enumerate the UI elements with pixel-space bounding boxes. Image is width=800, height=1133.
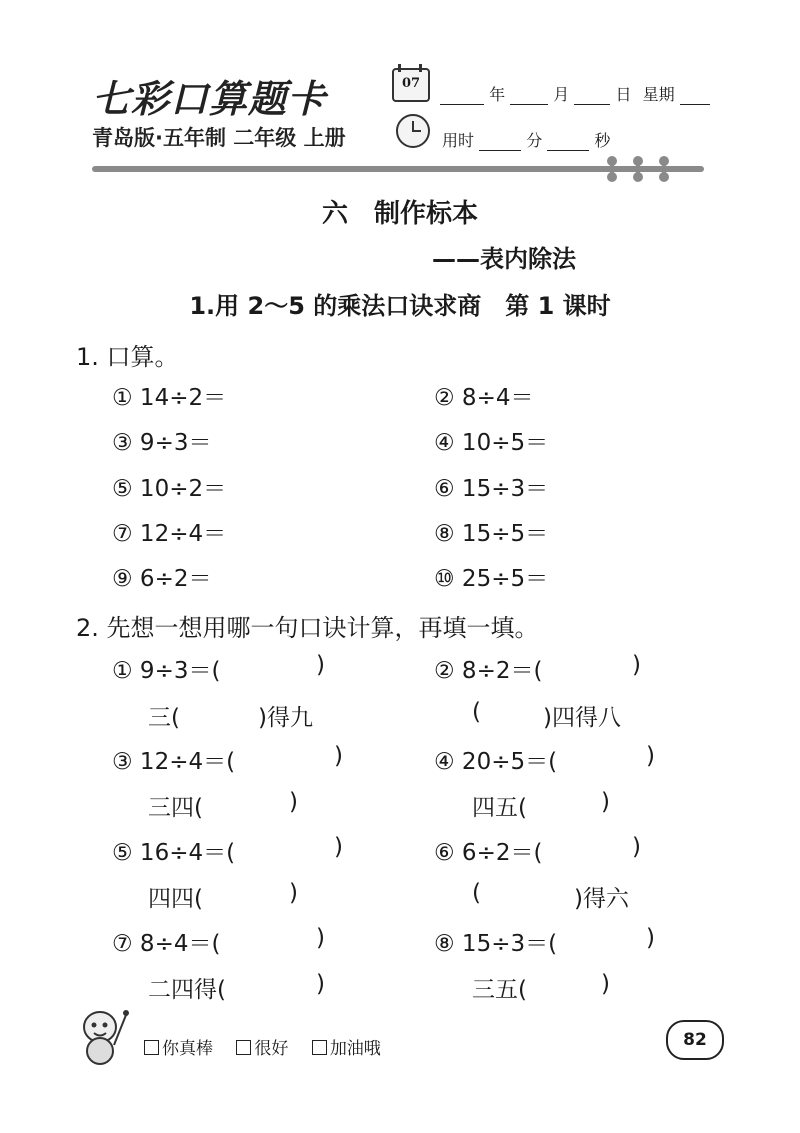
q2-rhyme-open: ( [472, 880, 481, 906]
q2-rhyme-close: ) [601, 971, 610, 997]
q2-rhyme-open: 二四得( [148, 977, 226, 1003]
eval-option-keep-going[interactable]: 加油哦 [312, 1039, 381, 1059]
q2-rhyme-open: 四五( [472, 795, 527, 821]
q2-equation: ③ 12÷4＝( [112, 749, 236, 775]
eval-option-great[interactable]: 你真棒 [144, 1039, 213, 1059]
calendar-icon [392, 68, 430, 102]
q2-equation-close: ) [334, 834, 343, 860]
date-fields [440, 82, 710, 105]
binder-ring-icon [662, 156, 666, 182]
q2-rhyme-close: ) [601, 789, 610, 815]
binder-ring-icon [610, 156, 614, 182]
q1-heading: 1. 口算。 [76, 343, 179, 371]
q2-equation-close: ) [646, 925, 655, 951]
q1-item: ① 14÷2＝ [112, 385, 227, 411]
q2-equation-close: ) [316, 652, 325, 678]
checkbox-icon[interactable] [144, 1040, 159, 1055]
checkbox-icon[interactable] [312, 1040, 327, 1055]
q2-rhyme-close: ) [289, 880, 298, 906]
edition-label: 青岛版·五年制 二年级 上册 [92, 126, 346, 150]
q2-rhyme-close: ) [316, 971, 325, 997]
checkbox-icon[interactable] [236, 1040, 251, 1055]
weekday-blank[interactable] [680, 88, 710, 105]
q1-item: ⑤ 10÷2＝ [112, 476, 227, 502]
q2-rhyme-close: )得六 [574, 886, 629, 912]
q2-equation-close: ) [632, 652, 641, 678]
q2-equation: ⑧ 15÷3＝( [434, 931, 558, 957]
month-label: 月 [553, 85, 570, 104]
q2-rhyme-close: )四得八 [543, 705, 621, 731]
year-blank[interactable] [440, 88, 484, 105]
q2-rhyme-open: 三五( [472, 977, 527, 1003]
time-fields [442, 128, 610, 151]
q2-equation: ⑥ 6÷2＝( [434, 840, 543, 866]
minutes-label: 分 [526, 131, 543, 150]
q2-equation-close: ) [334, 743, 343, 769]
seconds-blank[interactable] [547, 134, 589, 151]
q1-item: ③ 9÷3＝ [112, 430, 212, 456]
q2-equation: ① 9÷3＝( [112, 658, 221, 684]
q1-item: ⑥ 15÷3＝ [434, 476, 549, 502]
q2-rhyme-open: ( [472, 699, 481, 725]
q2-rhyme-close: )得九 [258, 705, 313, 731]
mascot-icon [74, 1005, 130, 1067]
q1-item: ② 8÷4＝ [434, 385, 534, 411]
binder-ring-icon [636, 156, 640, 182]
unit-title: 六 制作标本 [321, 199, 478, 229]
lesson-title: 1.用 2～5 的乘法口诀求商 第 1 课时 [189, 292, 611, 320]
q2-rhyme-open: 四四( [148, 886, 203, 912]
time-used-label: 用时 [442, 131, 475, 150]
page-number: 82 [666, 1020, 724, 1060]
unit-subtitle: ——表内除法 [432, 245, 576, 273]
calendar-number: 07 [401, 76, 421, 91]
q2-heading: 2. 先想一想用哪一句口诀计算，再填一填。 [76, 614, 539, 642]
q1-item: ⑧ 15÷5＝ [434, 521, 549, 547]
seconds-label: 秒 [594, 131, 611, 150]
q2-equation: ④ 20÷5＝( [434, 749, 558, 775]
q2-equation-close: ) [632, 834, 641, 860]
weekday-label: 星期 [642, 85, 675, 104]
day-blank[interactable] [574, 88, 610, 105]
q1-item: ④ 10÷5＝ [434, 430, 549, 456]
q2-equation-close: ) [646, 743, 655, 769]
q2-equation: ② 8÷2＝( [434, 658, 543, 684]
q2-equation: ⑤ 16÷4＝( [112, 840, 236, 866]
minutes-blank[interactable] [479, 134, 521, 151]
q2-rhyme-open: 三四( [148, 795, 203, 821]
eval-option-good[interactable]: 很好 [236, 1039, 288, 1059]
month-blank[interactable] [510, 88, 548, 105]
q1-item: ⑩ 25÷5＝ [434, 566, 549, 592]
clock-icon [396, 114, 430, 148]
self-evaluation [144, 1034, 399, 1059]
day-label: 日 [615, 85, 632, 104]
q1-item: ⑨ 6÷2＝ [112, 566, 212, 592]
q2-equation-close: ) [316, 925, 325, 951]
q2-rhyme-open: 三( [148, 705, 180, 731]
brand-title: 七彩口算题卡 [92, 76, 327, 121]
year-label: 年 [489, 85, 506, 104]
q2-equation: ⑦ 8÷4＝( [112, 931, 221, 957]
q1-item: ⑦ 12÷4＝ [112, 521, 227, 547]
q2-rhyme-close: ) [289, 789, 298, 815]
